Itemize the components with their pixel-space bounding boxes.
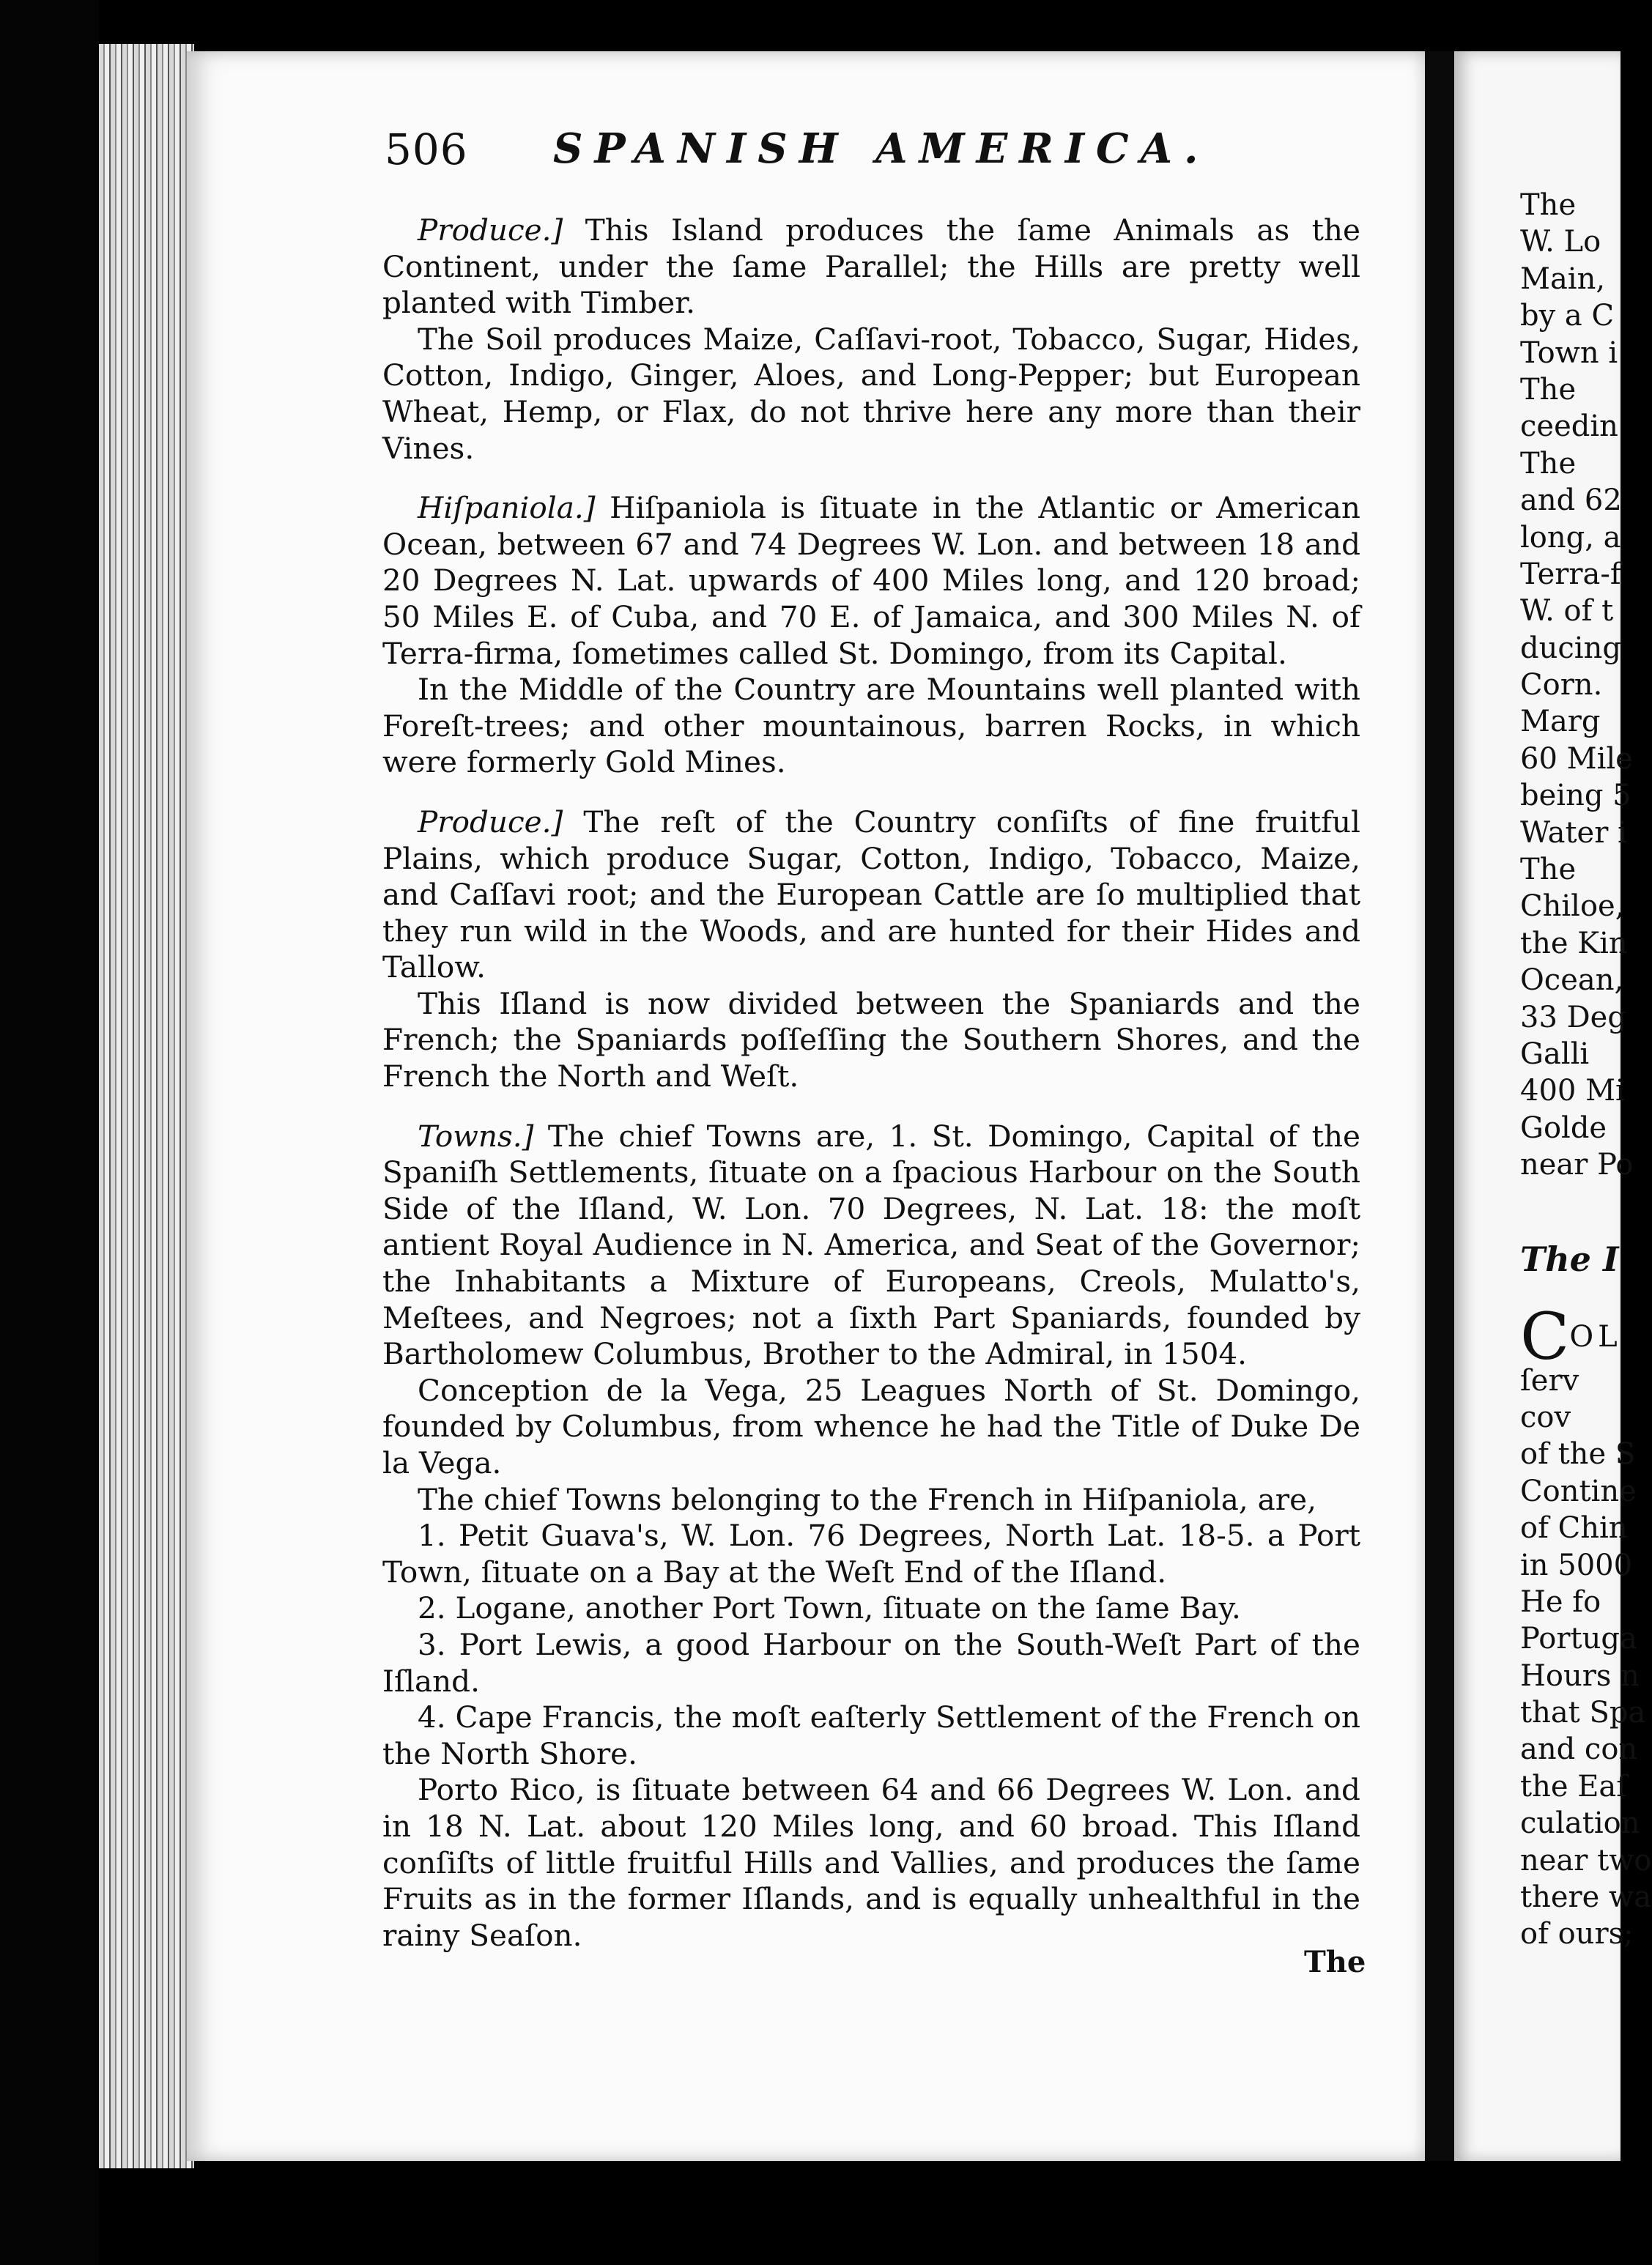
facing-page-line: being 5 [1520, 779, 1631, 813]
dropcap-rest: OL [1569, 1319, 1622, 1354]
paragraph [382, 1627, 1360, 1699]
dropcap-letter: C [1520, 1298, 1570, 1374]
facing-page-line: and con [1520, 1732, 1638, 1767]
facing-page-line: the Eaſ [1520, 1769, 1628, 1804]
facing-page-line: Golde [1520, 1111, 1607, 1145]
facing-page-line: Marg [1520, 705, 1601, 739]
paragraph [382, 1373, 1360, 1482]
body-text [382, 212, 1360, 1954]
page-edges [99, 44, 194, 2168]
paragraph [382, 672, 1360, 781]
facing-page-line: long, a [1520, 520, 1621, 555]
facing-page-line: Main, [1520, 262, 1606, 296]
facing-page-line: Corn. [1520, 668, 1603, 703]
page-header [385, 125, 1366, 190]
facing-page-line: ducing [1520, 631, 1621, 665]
facing-page-line: there wa [1520, 1880, 1652, 1915]
facing-page-line: Galli [1520, 1037, 1590, 1071]
facing-page-line: of the S [1520, 1437, 1636, 1472]
marginal-label: Towns.] [418, 1118, 534, 1154]
facing-page-line: 33 Deg [1520, 1000, 1626, 1034]
marginal-label: Hiſpaniola.] [418, 490, 596, 526]
facing-page-line: Contine [1520, 1474, 1637, 1508]
paragraph-text: Porto Rico, is ſituate between 64 and 66 Degrees W. Lon. and in 18 N. Lat. about 120 Miles long, and 60 broad. This Iſland conſiſts of little fruitful Hills and Vallies, and produces the ſame Fruits as in the former Iſlands, and is equally unhealthful in the rainy Seaſon. [382, 1772, 1360, 1953]
facing-page-line: of ours; [1520, 1917, 1634, 1951]
facing-page-line: Town i [1520, 336, 1618, 370]
facing-page-line: Terra-f [1520, 557, 1621, 591]
paragraph-text: The reſt of the Country conſiſts of fine fruitful Plains, which produce Sugar, Cotton, Indigo, Tobacco, Maize, and Caſſavi root; and the European Cattle are ſo multiplied that they run wild in the Woods, and are hunted for their Hides and Tallow. [382, 804, 1360, 985]
facing-page-line: Hours n [1520, 1658, 1640, 1693]
paragraph [382, 1590, 1360, 1627]
running-title: SPANISH AMERICA. [553, 125, 1210, 173]
marginal-label: Produce.] [418, 212, 563, 248]
paragraph-text: The chief Towns belonging to the French in Hiſpaniola, are, [418, 1481, 1316, 1517]
facing-page-line: Portuga [1520, 1622, 1637, 1656]
facing-page-line: of Chin [1520, 1511, 1628, 1546]
paragraph [382, 1772, 1360, 1954]
facing-page-line: ceedin [1520, 409, 1618, 444]
facing-page-line: near two [1520, 1843, 1652, 1877]
catchword: The [1304, 1945, 1366, 1979]
facing-page-line: Ocean, [1520, 963, 1624, 998]
facing-page-line: Water i [1520, 815, 1627, 850]
paragraph-text: The Soil produces Maize, Caſſavi-root, Tobacco, Sugar, Hides, Cotton, Indigo, Ginger, Aloes, and Long-Pepper; but European Wheat, Hemp, or Flax, do not thrive here any more than their Vines. [382, 321, 1360, 466]
paragraph-text: 3. Port Lewis, a good Harbour on the South-Weſt Part of the Iſland. [382, 1626, 1360, 1699]
marginal-label: Produce.] [418, 804, 563, 839]
paragraph [382, 322, 1360, 467]
facing-page-line: W. of t [1520, 594, 1614, 629]
facing-page-line: culation [1520, 1806, 1640, 1841]
paragraph [382, 212, 1360, 322]
paragraph [382, 804, 1360, 986]
paragraph-text: 4. Cape Francis, the moſt eaſterly Settlement of the French on the North Shore. [382, 1699, 1360, 1771]
facing-page-line: The [1520, 853, 1577, 887]
facing-page-line: 60 Mile [1520, 741, 1633, 776]
paragraph [382, 1518, 1360, 1590]
facing-page-line: W. Lo [1520, 225, 1601, 259]
facing-page-heading: The I [1520, 1239, 1619, 1279]
facing-page-line: 400 Mi [1520, 1074, 1625, 1108]
paragraph-text: 2. Logane, another Port Town, ſituate on the ſame Bay. [418, 1590, 1241, 1626]
paragraph-text: Hiſpaniola is ſituate in the Atlantic or American Ocean, between 67 and 74 Degrees W. Lon. and between 18 and 20 Degrees N. Lat. upwards of 400 Miles long, and 120 broad; 50 Miles E. of Cuba, and 70 E. of Jamaica, and 300 Miles N. of Terra-firma, ſometimes called St. Domingo, from its Capital. [382, 490, 1360, 671]
paragraph-text: 1. Petit Guava's, W. Lon. 76 Degrees, North Lat. 18-5. a Port Town, ſituate on a Bay at the Weſt End of the Iſland. [382, 1518, 1360, 1590]
paragraph [382, 986, 1360, 1095]
facing-page-line: He fo [1520, 1584, 1601, 1619]
scan-background-left [0, 0, 99, 2265]
paragraph [382, 1699, 1360, 1772]
paragraph [382, 490, 1360, 672]
facing-page-line: The [1520, 188, 1577, 222]
facing-page-line: by a C [1520, 299, 1615, 333]
page-number: 506 [385, 125, 468, 174]
facing-page-text [1520, 187, 1652, 1953]
facing-page-line: cov [1520, 1400, 1571, 1434]
paragraph-text: This Island produces the ſame Animals as the Continent, under the ſame Parallel; the Hills are pretty well planted with Timber. [382, 212, 1360, 321]
facing-page-line: The [1520, 446, 1577, 481]
facing-page-line: Chiloe, [1520, 889, 1625, 924]
facing-page-line: that Spa [1520, 1696, 1646, 1730]
facing-page-line: The [1520, 372, 1577, 407]
facing-page-line: and 62 [1520, 483, 1622, 518]
facing-page-line: in 5000 [1520, 1548, 1633, 1582]
facing-page-line: ſerv [1520, 1363, 1579, 1398]
paragraph [382, 1119, 1360, 1373]
paragraph-text: Conception de la Vega, 25 Leagues North of St. Domingo, founded by Columbus, from whence he had the Title of Duke De la Vega. [382, 1372, 1360, 1480]
paragraph-text: The chief Towns are, 1. St. Domingo, Capital of the Spaniſh Settlements, ſituate on a ſpacious Harbour on the South Side of the Iſland, W. Lon. 70 Degrees, N. Lat. 18: the moſt antient Royal Audience in N. America, and Seat of the Governor; the Inhabitants a Mixture of Europeans, Creols, Mulatto's, Meſtees, and Negroes; not a ſixth Part Spaniards, founded by Bartholomew Columbus, Brother to the Admiral, in 1504. [382, 1118, 1360, 1372]
book-gutter [1425, 51, 1454, 2161]
paragraph-text: This Iſland is now divided between the Spaniards and the French; the Spaniards poſſeſſing the Southern Shores, and the French the North and Weſt. [382, 985, 1360, 1094]
facing-page-line: the Kin [1520, 926, 1628, 960]
facing-page-dropcap [1520, 1298, 1652, 1374]
paragraph-text: In the Middle of the Country are Mountains well planted with Foreſt-trees; and other mountainous, barren Rocks, in which were formerly Gold Mines. [382, 672, 1360, 780]
paragraph [382, 1482, 1360, 1519]
facing-page-line: near Po [1520, 1148, 1634, 1182]
